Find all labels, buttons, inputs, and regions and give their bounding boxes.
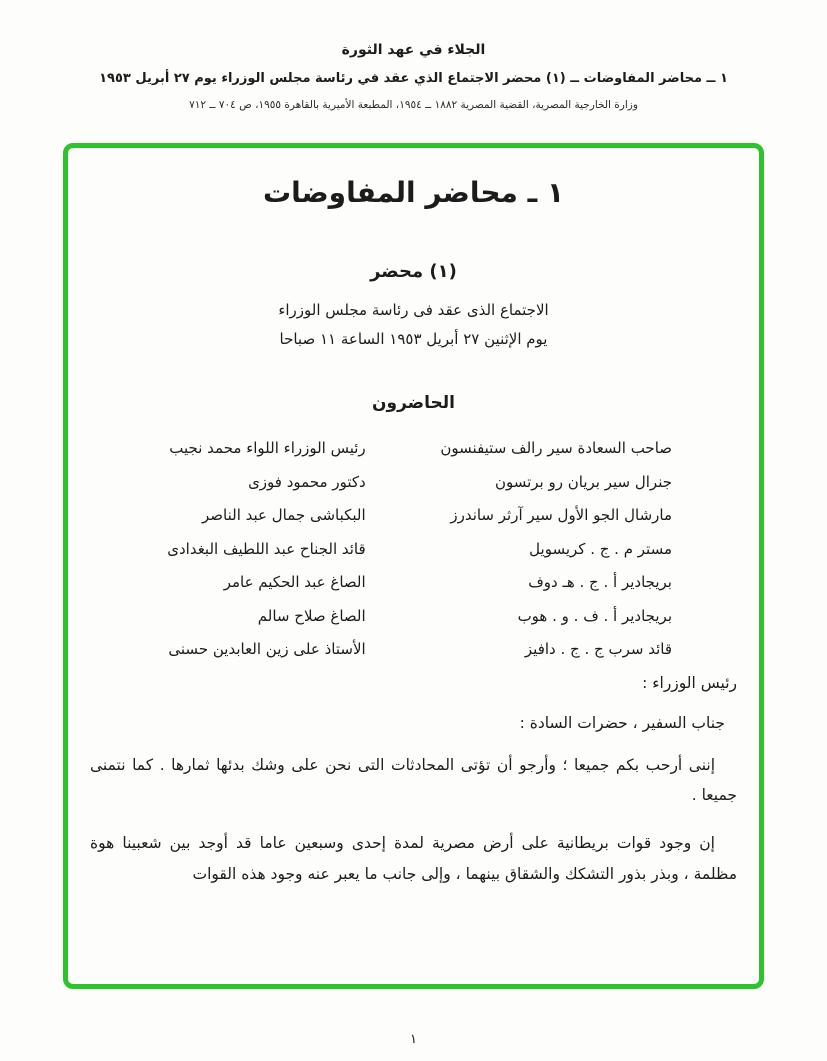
attendee-egyptian: الصاغ عبد الحكيم عامر xyxy=(223,573,366,591)
attendee-egyptian: الصاغ صلاح سالم xyxy=(257,606,366,625)
meeting-line-1: الاجتماع الذى عقد فى رئاسة مجلس الوزراء xyxy=(278,301,549,319)
attendees-list xyxy=(90,439,737,658)
attendee-row xyxy=(125,473,672,491)
attendees-heading: الحاضرون xyxy=(372,393,455,413)
page-header xyxy=(0,0,827,111)
attendee-row xyxy=(125,506,672,524)
body-paragraph: إننى أرحب بكم جميعا ؛ وأرجو أن تؤتى المحادثات التى نحن على وشك بدئها ثمارها . كما نتمنى جميعا . xyxy=(90,756,737,805)
attendee-row xyxy=(125,607,672,625)
book-title: الجلاء في عهد الثورة xyxy=(341,42,486,58)
attendee-egyptian: الأستاذ على زين العابدين حسنى xyxy=(168,640,366,658)
salutation: جناب السفير ، حضرات السادة : xyxy=(519,714,725,732)
attendee-british: قائد سرب ج . ج . دافيز xyxy=(524,640,672,658)
chapter-subtitle: ١ ــ محاضر المفاوضات ــ (١) محضر الاجتماع الذي عقد في رئاسة مجلس الوزراء يوم ٢٧ أبريل ١٩٥٣ xyxy=(99,71,728,86)
page-number: ١ xyxy=(410,1032,417,1047)
source-citation: وزارة الخارجية المصرية، القضية المصرية ١٨٨٢ ــ ١٩٥٤، المطبعة الأميرية بالقاهرة ١٩٥٥، ص ٧٠٤ ــ ٧١٢ xyxy=(189,99,638,111)
attendee-egyptian: قائد الجناح عبد اللطيف البغدادى xyxy=(167,539,366,558)
body-paragraph: إن وجود قوات بريطانية على أرض مصرية لمدة إحدى وسبعين عاما قد أوجد بين شعبينا هوة مظلمة ، وبذر بذور التشكك والشقاق بينهما ، وإلى جانب ما يعبر عنه وجود هذه القوات xyxy=(90,834,737,883)
attendee-british: بريجادير أ . ج . هـ دوف xyxy=(528,573,672,591)
attendee-row xyxy=(125,573,672,591)
attendee-british: بريجادير أ . ف . و . هوب xyxy=(517,606,672,625)
meeting-line-2: يوم الإثنين ٢٧ أبريل ١٩٥٣ الساعة ١١ صباحا xyxy=(279,329,548,348)
attendee-british: صاحب السعادة سير رالف ستيفنسون xyxy=(440,439,672,457)
attendee-british: جنرال سير بريان رو برتسون xyxy=(494,472,672,491)
attendee-row xyxy=(125,439,672,457)
attendee-egyptian: دكتور محمود فوزى xyxy=(248,472,366,491)
attendee-egyptian: البكباشى جمال عبد الناصر xyxy=(202,506,366,524)
attendee-row xyxy=(125,540,672,558)
attendee-british: مستر م . ج . كريسويل xyxy=(529,539,672,558)
speaker-label: رئيس الوزراء : xyxy=(642,674,737,692)
main-heading: ١ ـ محاضر المفاوضات xyxy=(262,176,565,209)
highlight-annotation-box xyxy=(63,143,764,989)
attendee-egyptian: رئيس الوزراء اللواء محمد نجيب xyxy=(169,439,366,457)
attendee-british: مارشال الجو الأول سير آرثر ساندرز xyxy=(450,506,672,524)
meeting-description xyxy=(90,296,737,353)
section-heading: (١) محضر xyxy=(370,261,457,282)
attendee-row xyxy=(125,640,672,658)
